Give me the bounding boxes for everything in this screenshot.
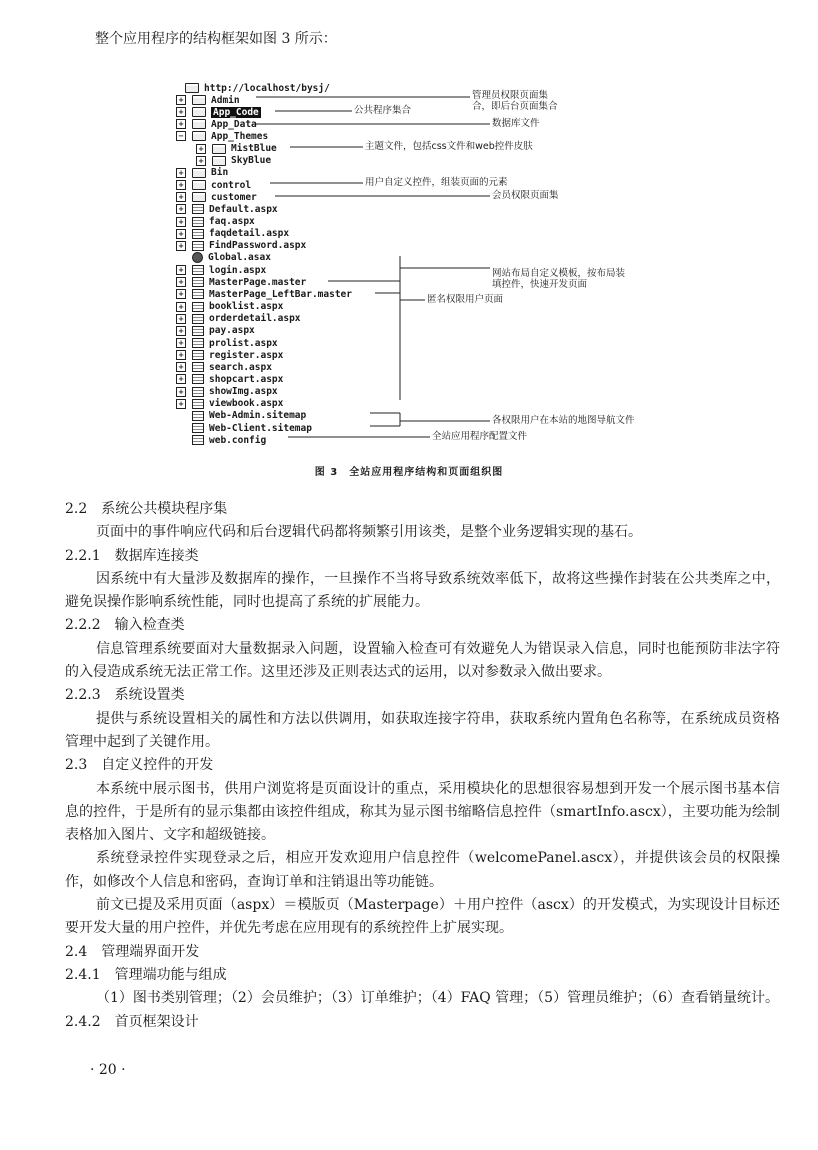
tree-item-label: App_Code	[213, 106, 259, 118]
expander-icon[interactable]: +	[176, 107, 186, 117]
tree-item-label: FindPassword.aspx	[209, 240, 307, 252]
tree-item-label: Web-Admin.sitemap	[209, 410, 307, 422]
tree-item-label: Bin	[211, 167, 229, 179]
paragraph: 因系统中有大量涉及数据库的操作，一旦操作不当将导致系统效率低下，故将这些操作封装在公共类库之中，避免误操作影响系统性能，同时也提高了系统的扩展能力。	[65, 570, 780, 611]
annotation-control: 用户自定义控件，组装页面的元素	[365, 177, 508, 188]
tree-item-label: register.aspx	[209, 349, 284, 361]
expander-icon[interactable]: +	[176, 119, 186, 129]
expander-icon[interactable]: +	[176, 289, 186, 299]
tree-item-label: SkyBlue	[231, 155, 272, 167]
paragraph: 提供与系统设置相关的属性和方法以供调用，如获取连接字符串，获取系统内置角色名称等，在系统成员资格管理中起到了关键作用。	[65, 710, 780, 750]
section-heading: 2.4 管理端界面开发	[65, 943, 200, 960]
tree-item-label: faq.aspx	[209, 216, 255, 227]
expander-icon[interactable]: +	[196, 144, 206, 154]
expander-icon[interactable]: +	[176, 229, 186, 239]
expander-icon[interactable]: +	[176, 302, 186, 312]
tree-item-label: customer	[211, 191, 257, 203]
expander-icon[interactable]: +	[176, 192, 186, 202]
expander-icon[interactable]: +	[176, 241, 186, 251]
paragraph: 本系统中展示图书，供用户浏览将是页面设计的重点，采用模块化的思想很容易想到开发一个展示图书基本信息的控件，于是所有的显示集都由该控件组成，称其为显示图书缩略信息控件（smartInfo.ascx），主要功能为绘制表格加入图片、文字和超级链接。	[65, 780, 780, 844]
annotation-themes: 主题文件，包括css文件和web控件皮肤	[365, 141, 533, 152]
expander-icon[interactable]: +	[196, 156, 206, 166]
annotation-admin: 管理员权限页面集 合，即后台页面集合	[472, 90, 558, 112]
tree-item-label: Default.aspx	[209, 203, 278, 215]
annotation-sitemap: 各权限用户在本站的地图导航文件	[492, 415, 635, 426]
tree-item-label: Web-Client.sitemap	[209, 422, 312, 434]
annotation-customer: 会员权限页面集	[492, 190, 559, 201]
structure-figure	[0, 0, 818, 470]
intro-text: 整个应用程序的结构框架如图 3 所示：	[95, 31, 337, 47]
section-heading: 2.4.1 管理端功能与组成	[65, 966, 227, 983]
tree-item-label: App_Data	[211, 118, 257, 130]
tree-item-label: showImg.aspx	[209, 386, 278, 398]
expander-icon[interactable]: +	[176, 387, 186, 397]
expander-icon[interactable]: +	[176, 350, 186, 360]
tree-item-label: booklist.aspx	[209, 301, 284, 313]
annotation-lines	[0, 0, 818, 470]
tree-item-label: Admin	[211, 94, 240, 106]
section-heading: 2.2 系统公共模块程序集	[65, 501, 228, 517]
expander-icon[interactable]: +	[176, 362, 186, 372]
section-heading: 2.2.2 输入检查类	[65, 617, 185, 634]
paragraph: 信息管理系统要面对大量数据录入问题，设置输入检查可有效避免人为错误录入信息，同时也能预防非法字符的入侵造成系统无法正常工作。这里还涉及正则表达式的运用，以对参数录入做出要求。	[65, 640, 780, 681]
expander-icon[interactable]: +	[176, 374, 186, 384]
expander-icon[interactable]: +	[176, 168, 186, 178]
tree-item-label: Global.asax	[208, 252, 271, 264]
tree-item-label: pay.aspx	[209, 325, 255, 337]
tree-item-label: App_Themes	[211, 130, 269, 142]
expander-icon[interactable]: +	[176, 204, 186, 214]
tree-item-label: web.config	[209, 434, 267, 446]
expander-icon[interactable]: +	[176, 180, 186, 190]
figure-caption: 图 3 全站应用程序结构和页面组织图	[314, 467, 504, 478]
tree-root-label: http://localhost/bysj/	[204, 82, 330, 94]
tree-item-label: login.aspx	[209, 264, 267, 276]
tree-item-label: prolist.aspx	[209, 337, 278, 349]
expander-icon[interactable]: +	[176, 265, 186, 275]
expander-icon[interactable]: +	[176, 326, 186, 336]
expander-icon[interactable]: +	[176, 399, 186, 409]
paragraph: （1）图书类别管理；（2）会员维护；（3）订单维护；（4）FAQ 管理；（5）管理员维护；（6）查看销量统计。	[96, 990, 779, 1007]
expander-icon[interactable]: +	[176, 314, 186, 324]
annotation-app-code: 公共程序集合	[354, 105, 412, 116]
tree-item-label: control	[211, 179, 252, 191]
tree-item-label: MistBlue	[231, 143, 277, 155]
body-text	[65, 498, 780, 1034]
tree-item-label: MasterPage_LeftBar.master	[209, 288, 352, 300]
section-heading: 2.4.2 首页框架设计	[65, 1013, 199, 1030]
annotation-master: 网站布局自定义模板，按布局装 填控件，快速开发页面	[492, 268, 626, 290]
tree-item-label: viewbook.aspx	[209, 398, 284, 410]
annotation-anonymous: 匿名权限用户页面	[427, 294, 504, 305]
annotation-app-data: 数据库文件	[492, 118, 540, 129]
expander-icon[interactable]: +	[176, 338, 186, 348]
expander-icon[interactable]: +	[176, 95, 186, 105]
annotation-config: 全站应用程序配置文件	[432, 431, 528, 442]
paragraph: 系统登录控件实现登录之后，相应开发欢迎用户信息控件（welcomePanel.ascx），并提供该会员的权限操作，如修改个人信息和密码，查询订单和注销退出等功能链。	[65, 850, 780, 890]
section-heading: 2.2.1 数据库连接类	[65, 547, 199, 564]
expander-icon[interactable]: +	[176, 217, 186, 227]
expander-icon[interactable]: +	[176, 277, 186, 287]
expander-icon[interactable]: −	[176, 131, 186, 141]
tree-item-label: shopcart.aspx	[209, 373, 284, 385]
tree-item-label: search.aspx	[209, 361, 272, 373]
paragraph: 前文已提及采用页面（aspx）＝模版页（Masterpage）＋用户控件（ascx）的开发模式，为实现设计目标还要开发大量的用户控件，并优先考虑在应用现有的系统控件上扩展实现。	[65, 897, 780, 937]
section-heading: 2.3 自定义控件的开发	[65, 757, 214, 774]
tree-item-label: orderdetail.aspx	[209, 313, 301, 325]
tree-item-label: MasterPage.master	[209, 276, 307, 288]
tree-item-label: faqdetail.aspx	[209, 228, 290, 240]
page-number: · 20 ·	[90, 1062, 126, 1078]
paragraph: 页面中的事件响应代码和后台逻辑代码都将频繁引用该类，是整个业务逻辑实现的基石。	[96, 524, 642, 541]
section-heading: 2.2.3 系统设置类	[65, 687, 185, 704]
